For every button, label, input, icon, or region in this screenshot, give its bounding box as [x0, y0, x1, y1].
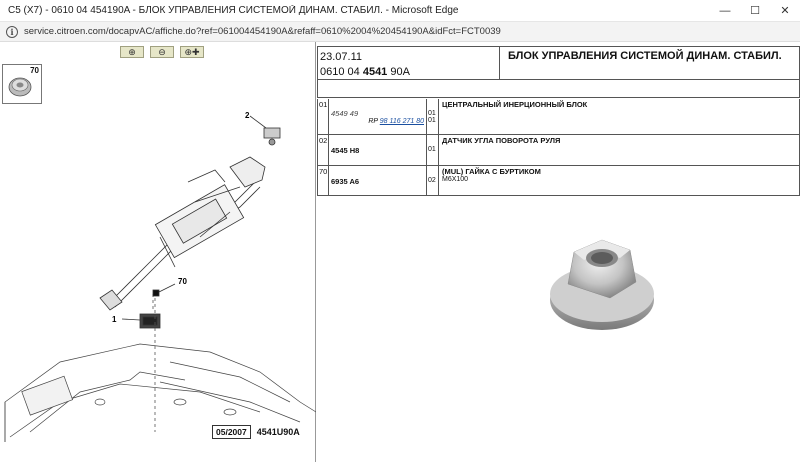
part-description: ЦЕНТРАЛЬНЫЙ ИНЕРЦИОННЫЙ БЛОК	[442, 100, 588, 109]
url-text[interactable]: service.citroen.com/docapvAC/affiche.do?ref=061004454190A&refaff=0610%2004%20454190A&idFct=FCT0039	[24, 26, 501, 37]
address-bar[interactable]	[0, 22, 800, 42]
header-reference	[320, 65, 497, 80]
part-cell	[329, 135, 427, 165]
table-row[interactable]	[317, 99, 800, 135]
rp-label: RP	[368, 118, 378, 125]
info-icon[interactable]: i	[6, 26, 18, 38]
thumbnail-number: 70	[30, 66, 39, 75]
angle-sensor-drawing	[250, 116, 280, 145]
header-spacer-row	[317, 80, 800, 98]
item-number: 01	[317, 99, 329, 134]
part-description: (MUL) ГАЙКА С БУРТИКОМ	[442, 167, 541, 176]
inertial-unit-drawing	[122, 284, 175, 432]
sub-item-number: 4549 49	[331, 109, 359, 118]
flange-nut-image	[522, 192, 800, 352]
zoom-fit-button[interactable]: ⊕✚	[180, 46, 204, 58]
table-row[interactable]	[317, 135, 800, 166]
qty: 01	[428, 117, 436, 124]
minimize-button[interactable]: —	[719, 4, 731, 17]
zoom-toolbar	[120, 46, 204, 58]
window-title-bar	[0, 0, 800, 22]
reference-suffix: 90A	[387, 66, 410, 78]
callout-2[interactable]: 2	[245, 111, 250, 120]
header-date: 23.07.11	[320, 51, 363, 63]
drawing-date: 05/2007	[212, 425, 251, 439]
diagram-pane	[0, 42, 316, 462]
drawing-code: 4541U90A	[256, 427, 300, 437]
part-cell	[329, 166, 427, 195]
qty: 01	[428, 146, 436, 153]
part-detail: M6X100	[442, 176, 469, 183]
description-cell	[439, 135, 800, 165]
parts-pane	[317, 42, 800, 462]
qty-cell	[427, 166, 439, 195]
description-cell	[439, 99, 800, 134]
rp-part-link[interactable]: 98 116 271 80	[379, 118, 424, 125]
zoom-out-button[interactable]: ⊖	[150, 46, 174, 58]
rp-line	[331, 118, 424, 125]
part-cell	[329, 99, 427, 134]
drawing-reference	[212, 425, 300, 439]
parts-header	[317, 46, 800, 80]
zoom-in-button[interactable]: ⊕	[120, 46, 144, 58]
part-number: 4545 H8	[331, 146, 360, 155]
exploded-diagram	[0, 62, 316, 442]
qty-cell	[427, 99, 439, 134]
reference-bold: 4541	[362, 66, 388, 78]
qty-top: 01	[428, 110, 436, 117]
part-number: 6935 A6	[331, 177, 360, 186]
item-number: 70	[317, 166, 329, 195]
parts-table	[317, 99, 800, 196]
qty: 02	[428, 177, 436, 184]
callout-1[interactable]: 1	[112, 315, 117, 324]
reference-prefix: 0610 04	[320, 66, 363, 78]
callout-70[interactable]: 70	[178, 277, 187, 286]
header-title: БЛОК УПРАВЛЕНИЯ СИСТЕМОЙ ДИНАМ. СТАБИЛ.	[508, 50, 782, 62]
maximize-button[interactable]: ☐	[750, 5, 760, 17]
qty-cell	[427, 135, 439, 165]
close-button[interactable]: ✕	[780, 5, 790, 17]
description-cell	[439, 166, 800, 195]
item-number: 02	[317, 135, 329, 165]
part-description: ДАТЧИК УГЛА ПОВОРОТА РУЛЯ	[442, 136, 561, 145]
header-left	[318, 47, 500, 79]
steering-column-drawing	[100, 157, 265, 310]
window-title: C5 (X7) - 0610 04 454190A - БЛОК УПРАВЛЕНИЯ СИСТЕМОЙ ДИНАМ. СТАБИЛ. - Microsoft Edge	[8, 5, 459, 16]
